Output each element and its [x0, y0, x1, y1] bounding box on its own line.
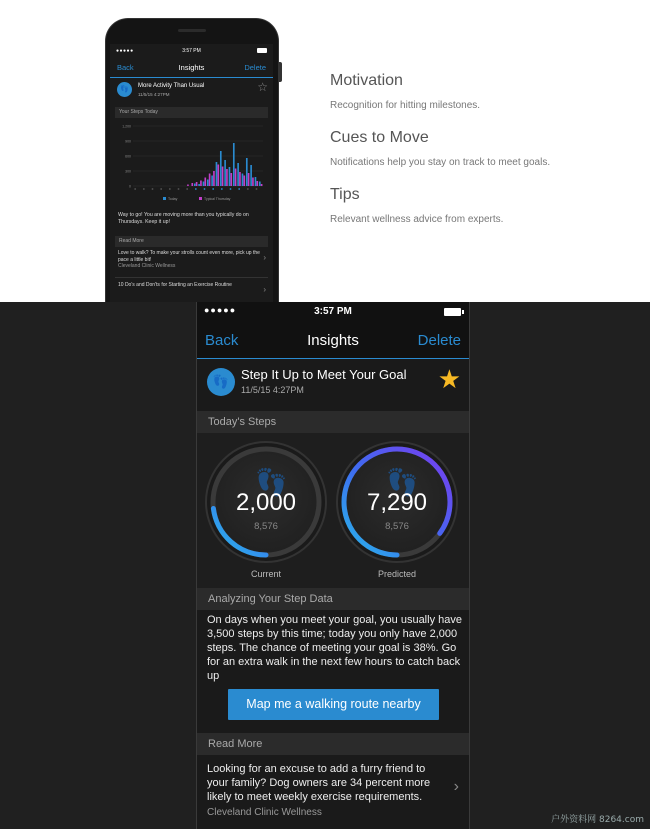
- section-analyzing: Analyzing Your Step Data: [197, 588, 469, 610]
- status-bar: [110, 44, 273, 57]
- bar-today: [237, 163, 239, 186]
- battery-icon: [257, 48, 267, 53]
- battery-icon: [444, 308, 461, 316]
- y-tick-label: 900: [125, 139, 131, 144]
- y-tick-label: 1,200: [122, 124, 131, 129]
- app-showcase: [0, 302, 650, 829]
- bar-typical: [230, 173, 232, 186]
- bar-today: [194, 184, 196, 187]
- bar-today: [224, 160, 226, 186]
- bar-typical: [235, 169, 237, 187]
- bar-typical: [200, 181, 202, 187]
- bar-today: [229, 167, 231, 186]
- analysis-text: On days when you meet your goal, you usually have 3,500 steps by this time; today you only have 2,000 steps. The chance of meeting your goal is 38%. Go for an extra walk in the next few hours to catch back up: [207, 614, 462, 682]
- insight-title: More Activity Than Usual: [138, 83, 205, 89]
- insight-timestamp: 11/5/15 4:27PM: [138, 92, 170, 97]
- status-bar: [197, 302, 469, 322]
- x-tick-dot: [238, 188, 240, 190]
- y-tick-label: 0: [129, 184, 131, 189]
- back-button[interactable]: Back: [205, 332, 239, 349]
- x-tick-dot: [204, 188, 206, 190]
- bar-typical: [222, 167, 224, 187]
- x-tick-dot: [230, 188, 232, 190]
- bar-typical: [243, 176, 245, 187]
- bar-typical: [217, 165, 219, 187]
- bar-typical: [213, 171, 215, 186]
- x-tick-dot: [186, 188, 188, 190]
- bar-today: [203, 182, 205, 187]
- star-filled-icon[interactable]: ★: [437, 364, 461, 394]
- bar-today: [255, 177, 257, 186]
- ring-value: 7,290: [366, 489, 428, 516]
- feature-desc: Relevant wellness advice from experts.: [330, 214, 504, 225]
- bar-today: [216, 162, 218, 186]
- feature-cues: [330, 129, 550, 168]
- divider: [115, 277, 268, 278]
- x-tick-dot: [178, 188, 180, 190]
- ring-label-current: Current: [250, 569, 281, 579]
- bar-today: [246, 158, 248, 186]
- bar-typical: [191, 183, 193, 186]
- ring-predicted: [337, 442, 457, 562]
- bar-typical: [226, 169, 228, 186]
- x-tick-dot: [143, 188, 145, 190]
- bar-today: [211, 176, 213, 187]
- feature-motivation: [330, 72, 480, 111]
- ring-current: [206, 442, 326, 562]
- y-tick-label: 300: [125, 169, 131, 174]
- bar-today: [250, 165, 252, 186]
- section-read-more: Read More: [197, 733, 469, 755]
- x-tick-dot: [247, 188, 249, 190]
- article-item[interactable]: [118, 282, 266, 294]
- steps-rings: [197, 433, 469, 590]
- bar-typical: [252, 178, 254, 187]
- bar-typical: [187, 185, 189, 187]
- star-outline-icon[interactable]: ☆: [257, 80, 268, 94]
- chevron-right-icon: ›: [263, 253, 266, 262]
- y-tick-label: 600: [125, 154, 131, 159]
- bar-typical: [204, 178, 206, 187]
- chevron-right-icon[interactable]: ›: [453, 778, 459, 795]
- phone-speaker: [178, 29, 206, 32]
- x-tick-dot: [169, 188, 171, 190]
- phone-side-button: [278, 62, 282, 82]
- article-text: Love to walk? To make your strolls count even more, pick up the pace a little bit!: [118, 250, 260, 263]
- small-phone-screen: [110, 44, 273, 302]
- x-tick-dot: [160, 188, 162, 190]
- feature-desc: Recognition for hitting milestones.: [330, 100, 481, 111]
- nav-title: Insights: [307, 332, 359, 349]
- bar-today: [259, 182, 261, 187]
- bar-today: [242, 174, 244, 187]
- bar-typical: [256, 181, 258, 186]
- bar-typical: [261, 184, 263, 186]
- bar-today: [198, 184, 200, 186]
- feature-heading: Cues to Move: [330, 129, 429, 146]
- status-time: 3:57 PM: [182, 48, 201, 54]
- signal-icon: ●●●●●: [116, 48, 134, 54]
- rings-graphic: [197, 433, 469, 590]
- back-button[interactable]: Back: [117, 63, 134, 72]
- footprint-icon: 👣: [255, 467, 288, 497]
- map-walking-route-button[interactable]: Map me a walking route nearby: [228, 689, 439, 720]
- x-tick-dot: [195, 188, 197, 190]
- article-source: Cleveland Clinic Wellness: [207, 807, 322, 818]
- bar-typical: [239, 172, 241, 186]
- legend-swatch: [199, 197, 202, 200]
- insight-timestamp: 11/5/15 4:27PM: [241, 385, 304, 395]
- ring-goal: 8,576: [385, 521, 409, 532]
- ring-value: 2,000: [235, 489, 297, 516]
- watermark: 户外资料网 8264.com: [551, 815, 644, 825]
- chevron-right-icon: ›: [263, 285, 266, 294]
- article-text: 10 Do's and Don'ts for Starting an Exercise Routine: [118, 282, 232, 288]
- insight-title: Step It Up to Meet Your Goal: [241, 367, 407, 382]
- insight-header: [197, 359, 469, 409]
- section-todays-steps: Today's Steps: [197, 411, 469, 433]
- nav-bar: [110, 57, 273, 78]
- delete-button[interactable]: Delete: [417, 332, 461, 349]
- bar-today: [207, 180, 209, 187]
- legend-label: Typical Thursday: [204, 197, 231, 201]
- section-steps-today: Your Steps Today: [115, 107, 268, 118]
- x-tick-dot: [134, 188, 136, 190]
- article-item[interactable]: [207, 762, 437, 820]
- legend-label: Today: [168, 197, 178, 201]
- ring-label-predicted: Predicted: [377, 569, 417, 579]
- section-read-more: Read More: [115, 236, 268, 247]
- bar-today: [233, 143, 235, 186]
- nav-bar: [197, 322, 469, 359]
- article-source: Cleveland Clinic Wellness: [118, 263, 176, 269]
- feature-tips: [330, 186, 503, 225]
- footsteps-icon: 👣: [207, 368, 235, 396]
- x-tick-dot: [212, 188, 214, 190]
- signal-icon: ●●●●●: [204, 305, 237, 315]
- article-text: Looking for an excuse to add a furry friend to your family? Dog owners are 34 percent more likely to meet weekly exercise requirements.: [207, 763, 431, 803]
- article-item[interactable]: [118, 250, 266, 270]
- steps-chart: [115, 120, 268, 210]
- x-tick-dot: [256, 188, 258, 190]
- x-tick-dot: [152, 188, 154, 190]
- bar-typical: [196, 182, 198, 186]
- legend-swatch: [163, 197, 166, 200]
- bar-typical: [248, 173, 250, 186]
- feature-heading: Tips: [330, 186, 360, 203]
- insight-screen: [197, 302, 469, 829]
- insight-message: Way to go! You are moving more than you typically do on Thursdays. Keep it up!: [118, 212, 249, 225]
- feature-desc: Notifications help you stay on track to meet goals.: [330, 157, 551, 168]
- insight-header: [110, 78, 273, 104]
- feature-heading: Motivation: [330, 72, 403, 89]
- feature-panel: [0, 0, 650, 302]
- x-tick-dot: [221, 188, 223, 190]
- ring-goal: 8,576: [254, 521, 278, 532]
- bar-typical: [209, 174, 211, 187]
- delete-button[interactable]: Delete: [244, 63, 266, 72]
- nav-title: Insights: [178, 63, 205, 72]
- footprint-icon: 👣: [386, 467, 419, 497]
- status-time: 3:57 PM: [314, 306, 352, 317]
- bar-today: [220, 151, 222, 186]
- footsteps-icon: 👣: [117, 82, 132, 97]
